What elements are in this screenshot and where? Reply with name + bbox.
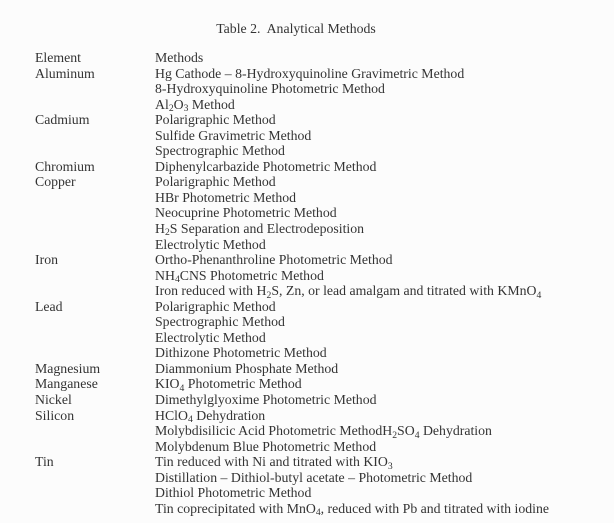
- method-line: Iron reduced with $H_2S$, Zn, or lead amalgam and titrated with KMnO$_4$: [155, 283, 542, 301]
- method-line: Diphenylcarbazide Photometric Method: [155, 158, 377, 174]
- method-line: HClO$_4$ Dehydration: [155, 407, 266, 425]
- element-cell: Iron: [35, 252, 58, 268]
- method-line: Neocuprine Photometric Method: [155, 205, 337, 221]
- method-line: $KIO_4$ Photometric Method: [155, 376, 302, 394]
- method-line: Tin coprecipitated with MnO$_4$, reduced with Pb and titrated with iodine: [155, 500, 550, 519]
- table-body: [35, 66, 606, 517]
- method-line: Distillation – Dithiol-butyl acetate – Photometric Method: [155, 469, 473, 485]
- method-line: 8-Hydroxyquinoline Photometric Method: [155, 81, 385, 97]
- methods-cell: [155, 112, 606, 159]
- methods-cell: [155, 376, 606, 392]
- methods-cell: [155, 454, 606, 519]
- table-title: Table 2. Analytical Methods: [216, 21, 376, 36]
- table-row: [35, 174, 606, 252]
- element-cell: Silicon: [35, 407, 75, 423]
- methods-cell: [155, 299, 606, 361]
- element-cell: Cadmium: [35, 112, 90, 128]
- method-line: Polarigraphic Method: [155, 174, 276, 190]
- method-line: Polarigraphic Method: [155, 112, 276, 128]
- methods-cell: [155, 392, 606, 408]
- element-cell: Copper: [35, 174, 76, 190]
- methods-cell: [155, 252, 606, 299]
- table-row: [35, 392, 606, 408]
- method-line: $H_2S$ Separation and Electrodeposition: [155, 221, 365, 239]
- method-line: Diammonium Phosphate Method: [155, 360, 339, 376]
- method-line: HBr Photometric Method: [155, 189, 297, 205]
- method-line: Electrolytic Method: [155, 236, 266, 252]
- method-line: Electrolytic Method: [155, 329, 266, 345]
- methods-cell: [155, 361, 606, 377]
- table-row: [35, 299, 606, 361]
- method-line: Sulfide Gravimetric Method: [155, 127, 312, 143]
- methods-cell: [155, 66, 606, 113]
- analytical-methods-table: [35, 50, 606, 519]
- method-line: $NH_4CNS$ Photometric Method: [155, 267, 324, 286]
- table-row: [35, 361, 606, 377]
- table-row: [35, 454, 606, 519]
- table-row: [35, 112, 606, 159]
- method-line: Molybdisilicic Acid Photometric $MethodH_2SO_4$ Dehydration: [155, 423, 492, 441]
- methods-cell: [155, 159, 606, 175]
- table-row: [35, 376, 606, 392]
- method-line: $Al_2O_3$ Method: [155, 96, 235, 115]
- element-cell: Manganese: [35, 376, 98, 392]
- method-line: Dithiol Photometric Method: [155, 485, 312, 501]
- table-row: [35, 408, 606, 455]
- element-cell: Tin: [35, 454, 54, 470]
- element-cell: Chromium: [35, 158, 95, 174]
- method-line: Spectrographic Method: [155, 314, 285, 330]
- method-line: Hg Cathode – 8-Hydroxyquinoline Gravimetric Method: [155, 65, 465, 81]
- column-header-methods: Methods: [155, 50, 204, 65]
- method-line: Dimethylglyoxime Photometric Method: [155, 392, 377, 408]
- table-row: [35, 252, 606, 299]
- element-cell: Nickel: [35, 392, 72, 408]
- table-header-row: [35, 50, 606, 66]
- table-row: [35, 159, 606, 175]
- methods-cell: [155, 174, 606, 252]
- element-cell: Lead: [35, 298, 63, 314]
- element-cell: Magnesium: [35, 360, 101, 376]
- method-line: Molybdenum Blue Photometric Method: [155, 438, 377, 454]
- method-line: Ortho-Phenanthroline Photometric Method: [155, 252, 393, 268]
- column-header-element: Element: [35, 50, 81, 65]
- table-row: [35, 66, 606, 113]
- methods-cell: [155, 408, 606, 455]
- element-cell: Aluminum: [35, 65, 95, 81]
- method-line: Polarigraphic Method: [155, 298, 276, 314]
- method-line: Dithizone Photometric Method: [155, 345, 327, 361]
- method-line: Spectrographic Method: [155, 143, 285, 159]
- method-line: Tin reduced with Ni and titrated with $KIO_3$: [155, 454, 393, 472]
